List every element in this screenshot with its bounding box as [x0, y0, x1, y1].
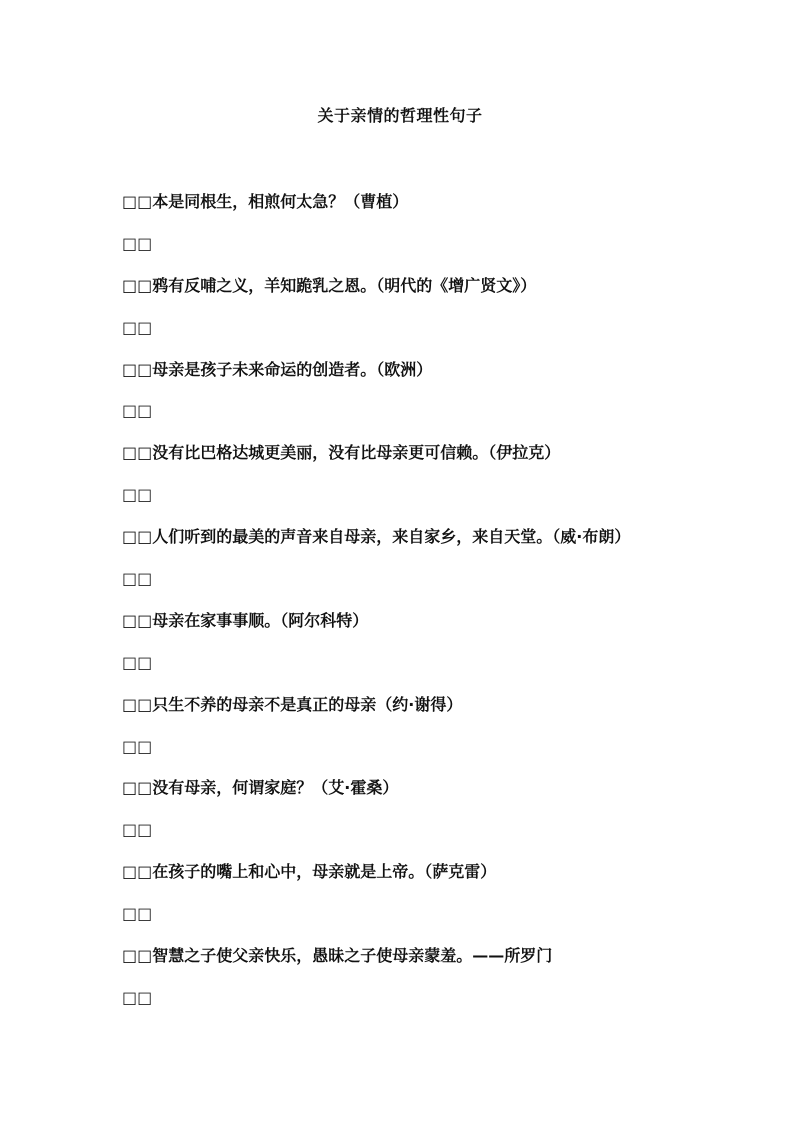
blank-line: □□ [122, 569, 153, 589]
quote-line: □□本是同根生，相煎何太急？（曹植） [122, 192, 409, 211]
blank-line: □□ [122, 987, 153, 1007]
quote-line: □□母亲是孩子未来命运的创造者。（欧洲） [122, 359, 433, 379]
blank-line: □□ [122, 736, 153, 756]
blank-line: □□ [122, 233, 153, 253]
blank-line: □□ [122, 317, 153, 337]
quote-line: □□在孩子的嘴上和心中，母亲就是上帝。（萨克雷） [122, 862, 497, 882]
quote-line: □□母亲在家事事顺。（阿尔科特） [122, 610, 369, 630]
quote-line: □□鸦有反哺之义，羊知跪乳之恩。（明代的《增广贤文》） [122, 275, 537, 295]
quote-line: □□智慧之子使父亲快乐，愚昧之子使母亲蒙羞。——所罗门 [122, 946, 553, 966]
quote-line: □□没有母亲，何谓家庭？（艾·霍桑） [122, 778, 399, 798]
document-title: 关于亲情的哲理性句子 [317, 106, 483, 125]
quote-line: □□人们听到的最美的声音来自母亲，来自家乡，来自天堂。（威·布朗） [122, 527, 631, 547]
blank-line: □□ [122, 485, 153, 505]
quote-line: □□没有比巴格达城更美丽，没有比母亲更可信赖。（伊拉克） [122, 443, 561, 463]
quote-list [122, 190, 722, 1028]
blank-line: □□ [122, 904, 153, 924]
quote-line: □□只生不养的母亲不是真正的母亲（约·谢得） [122, 694, 463, 714]
blank-line: □□ [122, 820, 153, 840]
blank-line: □□ [122, 401, 153, 421]
blank-line: □□ [122, 652, 153, 672]
